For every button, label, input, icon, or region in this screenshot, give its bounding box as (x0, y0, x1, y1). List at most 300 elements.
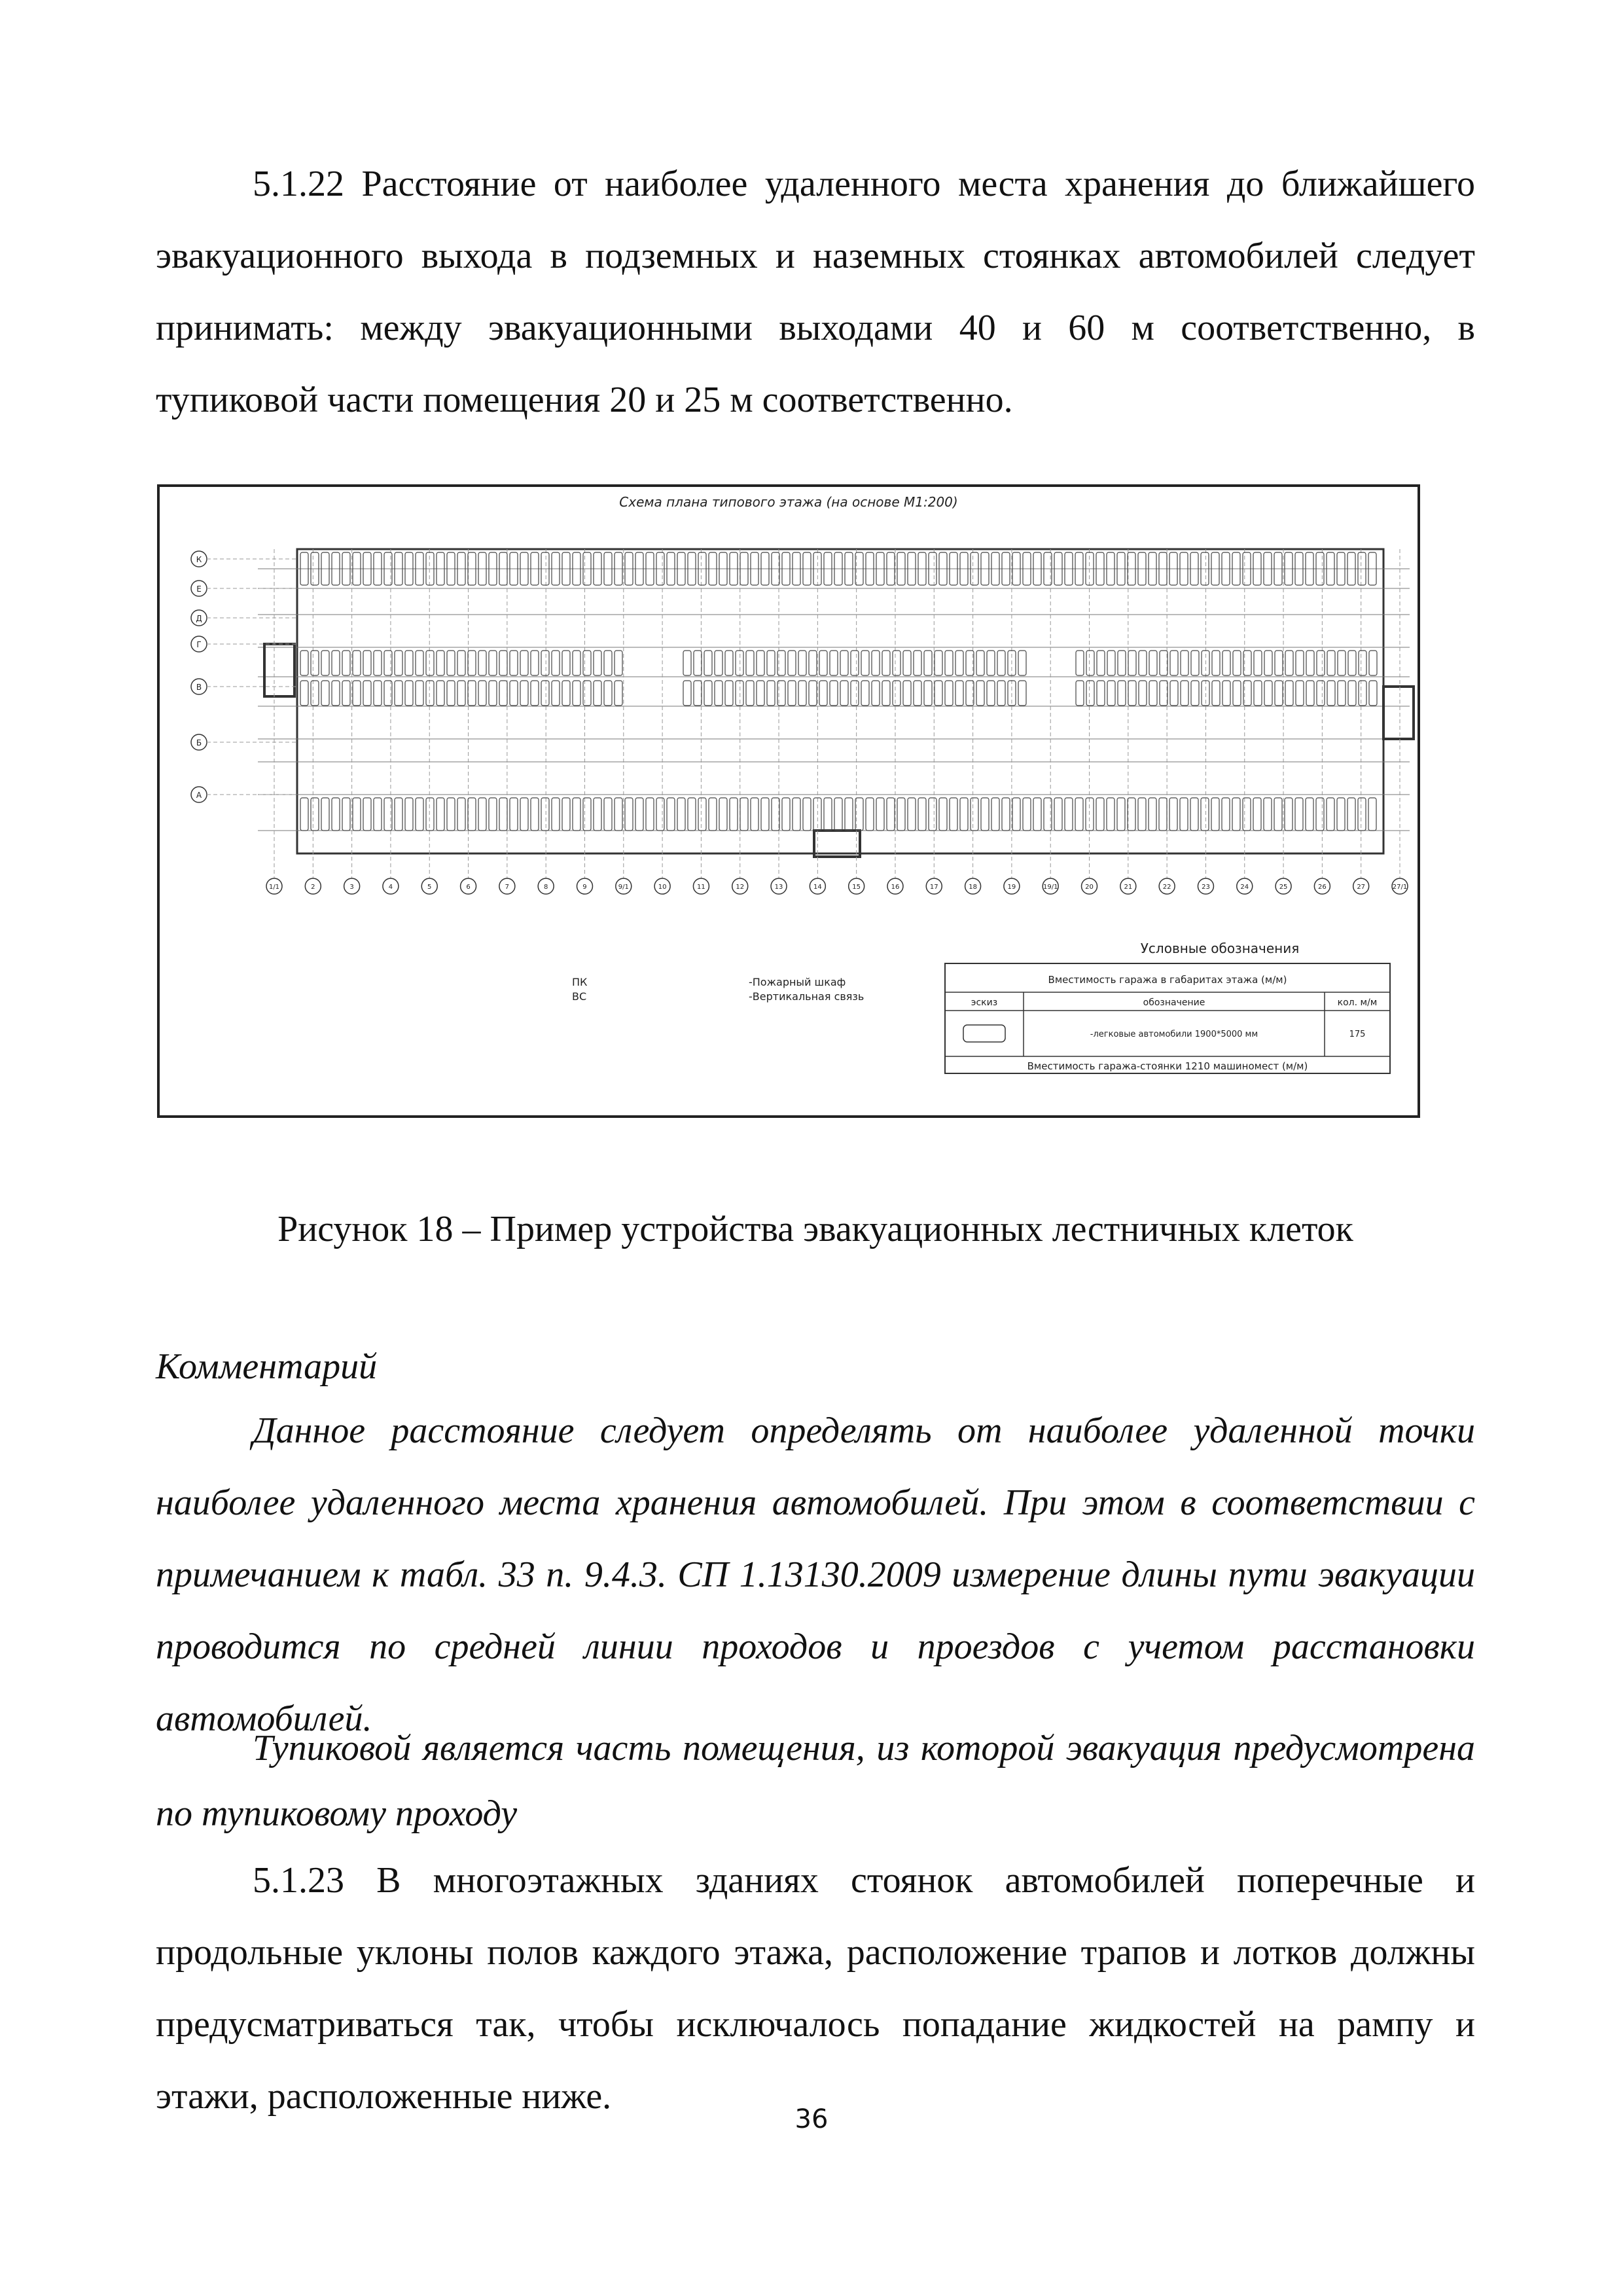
row-axis-label: Г (196, 640, 202, 649)
parking-stall (730, 798, 738, 831)
column-axis-label: 22 (1162, 884, 1171, 891)
parking-stall (405, 798, 413, 831)
parking-stall (908, 798, 916, 831)
parking-stall (903, 651, 911, 675)
parking-stall (604, 798, 612, 831)
comment-heading: Комментарий (156, 1346, 378, 1387)
column-axis-label: 11 (697, 884, 705, 891)
parking-stall (1107, 681, 1115, 706)
parking-stall (872, 651, 880, 675)
column-axis-label: 19 (1007, 884, 1016, 891)
parking-stall (1264, 651, 1272, 675)
parking-stall (1285, 681, 1293, 706)
parking-stall (751, 798, 758, 831)
parking-stall (363, 651, 371, 675)
parking-stall (342, 798, 350, 831)
car-sketch-icon (963, 1025, 1005, 1042)
parking-stall (824, 798, 832, 831)
parking-stall (1317, 681, 1325, 706)
column-axes (266, 549, 1408, 894)
parking-stall (573, 798, 580, 831)
parking-stall (987, 651, 995, 675)
column-axis-label: 14 (813, 884, 822, 891)
parking-stall (715, 681, 722, 706)
parking-stall (840, 681, 848, 706)
parking-stall (342, 651, 350, 675)
parking-stall (552, 681, 560, 706)
column-axis-label: 5 (427, 884, 432, 891)
parking-stall (541, 798, 549, 831)
capacity-header-count: кол. м/м (1337, 997, 1378, 1008)
parking-stall (531, 651, 539, 675)
row-axis-label: В (196, 683, 202, 692)
parking-stall (1191, 681, 1199, 706)
parking-stall (437, 681, 444, 706)
parking-stall (478, 798, 486, 831)
column-axis-label: 4 (388, 884, 393, 891)
parking-stall (1317, 651, 1325, 675)
parking-stall (740, 798, 748, 831)
column-axis-label: 15 (852, 884, 861, 891)
parking-stall (562, 798, 570, 831)
column-axis-label: 8 (543, 884, 548, 891)
parking-stall (767, 681, 775, 706)
parking-stall (1086, 651, 1094, 675)
parking-stall (468, 681, 476, 706)
parking-stall (300, 651, 308, 675)
legend-items (572, 976, 864, 1003)
parking-stall (830, 651, 838, 675)
parking-stall (1306, 798, 1313, 831)
parking-stall (1107, 798, 1115, 831)
parking-stall (520, 651, 528, 675)
row-axis-label: К (196, 555, 202, 564)
parking-stall (1212, 681, 1220, 706)
parking-stall (541, 681, 549, 706)
parking-stall (1159, 798, 1167, 831)
plan-title: Схема плана типового этажа (на основе М1:200) (619, 494, 958, 510)
parking-stall (520, 798, 528, 831)
parking-stall (981, 798, 989, 831)
parking-stall (677, 798, 685, 831)
column-axis-label: 27/1 (1392, 884, 1408, 891)
parking-stall (1149, 651, 1157, 675)
parking-stall (840, 651, 848, 675)
parking-stall (395, 681, 402, 706)
parking-stall (1222, 798, 1230, 831)
parking-stall (819, 681, 827, 706)
parking-stall (1012, 798, 1020, 831)
parking-stall (342, 681, 350, 706)
parking-stall (656, 798, 664, 831)
parking-stall (834, 798, 842, 831)
parking-stall (725, 681, 733, 706)
parking-stall (489, 681, 497, 706)
parking-stall (604, 651, 612, 675)
parking-stall (520, 681, 528, 706)
parking-stall (950, 798, 957, 831)
parking-stall (646, 798, 654, 831)
parking-stall (447, 681, 455, 706)
parking-stall (1359, 681, 1366, 706)
column-axis-label: 10 (658, 884, 667, 891)
parking-stall (615, 798, 622, 831)
parking-stall (683, 681, 691, 706)
parking-stall (604, 681, 612, 706)
parking-stall (1128, 651, 1136, 675)
parking-stall (935, 681, 942, 706)
parking-stall (353, 798, 361, 831)
parking-stall (1285, 798, 1293, 831)
parking-stall (1097, 681, 1105, 706)
parking-stall (851, 651, 859, 675)
parking-stall (594, 681, 601, 706)
parking-stall (1327, 798, 1334, 831)
parking-stall (625, 798, 633, 831)
column-axis-label: 3 (349, 884, 354, 891)
parking-stall (1306, 681, 1314, 706)
parking-stall (321, 681, 329, 706)
column-axis-label: 17 (929, 884, 938, 891)
parking-stall (447, 651, 455, 675)
parking-stall (1232, 798, 1240, 831)
parking-stall (416, 798, 423, 831)
parking-stall (1169, 798, 1177, 831)
parking-stall (552, 651, 560, 675)
parking-stall (321, 798, 329, 831)
capacity-title: Вместимость гаража в габаритах этажа (м/м) (1048, 974, 1287, 986)
parking-stall (1327, 681, 1335, 706)
parking-stall (1149, 681, 1157, 706)
row-axis-label: Д (196, 614, 202, 623)
parking-stall (1264, 798, 1272, 831)
parking-stall (793, 798, 800, 831)
column-axis-label: 9/1 (618, 884, 629, 891)
parking-stall (311, 798, 319, 831)
parking-stall (1275, 681, 1283, 706)
parking-stall (405, 651, 413, 675)
parking-stall (457, 681, 465, 706)
parking-stall (882, 681, 890, 706)
comment-paragraph-2: Тупиковой является часть помещения, из которой эвакуация предусмотрена по тупиковому проходу (156, 1728, 1475, 1834)
parking-stall (1023, 798, 1031, 831)
parking-stall (1348, 681, 1356, 706)
column-axis-label: 13 (774, 884, 783, 891)
parking-stall (531, 798, 539, 831)
parking-stall (573, 651, 580, 675)
parking-stall (893, 681, 901, 706)
parking-stall (1086, 681, 1094, 706)
parking-stall (594, 651, 601, 675)
parking-stall (851, 681, 859, 706)
parking-stall (447, 798, 455, 831)
parking-stall (583, 681, 591, 706)
parking-stall (1369, 681, 1377, 706)
parking-stall (757, 681, 764, 706)
column-axis-label: 20 (1085, 884, 1094, 891)
legend-code-2: ВС (572, 990, 587, 1003)
parking-stall (872, 681, 880, 706)
parking-stall (1107, 651, 1115, 675)
parking-stall (882, 651, 890, 675)
parking-stall (1181, 681, 1188, 706)
parking-stall (499, 681, 507, 706)
column-axis-label: 16 (891, 884, 900, 891)
column-axis-label: 26 (1318, 884, 1327, 891)
column-axis-label: 12 (736, 884, 745, 891)
parking-stall (1128, 681, 1136, 706)
parking-stall (861, 651, 869, 675)
parking-stall (300, 798, 308, 831)
capacity-row-count: 175 (1349, 1030, 1366, 1039)
parking-stall (583, 651, 591, 675)
parking-stall (1117, 798, 1125, 831)
parking-stall (332, 651, 340, 675)
parking-stall (709, 798, 717, 831)
parking-stall (457, 651, 465, 675)
parking-stall (719, 798, 727, 831)
parking-stall (1180, 798, 1188, 831)
capacity-table (945, 963, 1390, 1073)
parking-stall (426, 798, 434, 831)
parking-stall (772, 798, 779, 831)
parking-stall (997, 651, 1005, 675)
legend-code-1: ПК (572, 976, 588, 988)
parking-stall (1211, 798, 1219, 831)
parking-stall (311, 681, 319, 706)
parking-stall (861, 681, 869, 706)
parking-stall (374, 798, 382, 831)
parking-stall (363, 798, 371, 831)
parking-stall (955, 681, 963, 706)
parking-stall (1264, 681, 1272, 706)
parking-stall (1128, 798, 1135, 831)
parking-stall (1138, 798, 1146, 831)
parking-stall (1139, 681, 1147, 706)
parking-stall (426, 681, 434, 706)
parking-stall (924, 681, 932, 706)
parking-stall (1316, 798, 1324, 831)
column-axis-label: 21 (1124, 884, 1133, 891)
parking-stall (1253, 798, 1261, 831)
parking-stall (876, 798, 884, 831)
parking-stall (746, 681, 754, 706)
parking-stall (1233, 651, 1241, 675)
parking-stall (374, 681, 382, 706)
parking-stall (1275, 651, 1283, 675)
parking-stall (903, 681, 911, 706)
parking-stall (1222, 681, 1230, 706)
stairwell-right (1383, 687, 1414, 739)
parking-stall (1018, 681, 1026, 706)
parking-stall (1190, 798, 1198, 831)
parking-stall (405, 681, 413, 706)
legend-label-1: -Пожарный шкаф (749, 976, 846, 988)
parking-stall (1306, 651, 1314, 675)
parking-stall (1075, 798, 1083, 831)
column-axis-label: 6 (466, 884, 471, 891)
parking-stall (363, 681, 371, 706)
column-axis-label: 1/1 (268, 884, 280, 891)
parking-stall (1359, 651, 1366, 675)
parking-stall (945, 681, 953, 706)
parking-stall (583, 798, 591, 831)
parking-stall (1274, 798, 1282, 831)
floor-plan-figure (157, 484, 1420, 1118)
parking-stall (615, 651, 622, 675)
parking-stall (437, 798, 444, 831)
parking-stall (1254, 681, 1262, 706)
parking-stall (594, 798, 601, 831)
parking-stall (615, 681, 622, 706)
parking-stall (531, 681, 539, 706)
parking-stall (353, 681, 361, 706)
parking-stall (736, 651, 743, 675)
row-axis-label: Е (196, 584, 202, 594)
paragraph-5-1-22: 5.1.22 Расстояние от наиболее удаленного места хранения до ближайшего эвакуационного выхода в подземных и наземных стоянках автомобилей следует принимать: между эвакуационными выходами 40 и 60 м соответственно, в тупиковой части помещения 20 и 25 м соответственно. (156, 164, 1475, 420)
parking-stall (510, 798, 518, 831)
parking-stall (510, 681, 518, 706)
parking-stall (478, 651, 486, 675)
parking-stall (1076, 681, 1084, 706)
parking-stall (694, 681, 702, 706)
parking-stalls (300, 552, 1377, 831)
parking-stall (819, 651, 827, 675)
parking-stall (809, 651, 817, 675)
comment-paragraph-1: Данное расстояние следует определять от наиболее удаленной точки наиболее удаленного места хранения автомобилей. При этом в соответствии с примечанием к табл. 33 п. 9.4.3. СП 1.13130.2009 измерение длины пути эвакуации проводится по средней линии проходов и проездов с учетом расстановки автомобилей. (156, 1410, 1475, 1739)
parking-stall (1368, 798, 1376, 831)
parking-stall (746, 651, 754, 675)
parking-stall (1295, 798, 1303, 831)
parking-stall (939, 798, 947, 831)
column-axis-label: 18 (969, 884, 977, 891)
parking-stall (1065, 798, 1073, 831)
parking-stall (1170, 681, 1178, 706)
parking-stall (715, 651, 722, 675)
parking-stall (830, 681, 838, 706)
parking-stall (1118, 651, 1126, 675)
parking-stall (1296, 651, 1304, 675)
parking-stall (1170, 651, 1178, 675)
parking-stall (698, 798, 706, 831)
parking-stall (798, 651, 806, 675)
paragraph-5-1-23: 5.1.23 В многоэтажных зданиях стоянок автомобилей поперечные и продольные уклоны полов каждого этажа, расположение трапов и лотков должны предусматриваться так, чтобы исключалось попадание жидкостей на рампу и этажи, расположенные ниже. (156, 1860, 1475, 2117)
parking-stall (757, 651, 764, 675)
parking-stall (499, 651, 507, 675)
parking-stall (914, 681, 921, 706)
column-axis-label: 27 (1357, 884, 1366, 891)
parking-stall (782, 798, 790, 831)
parking-stall (1347, 798, 1355, 831)
capacity-footer: Вместимость гаража-стоянки 1210 машиномест (м/м) (1027, 1060, 1308, 1072)
parking-stall (845, 798, 853, 831)
column-axis-label: 7 (505, 884, 510, 891)
parking-stall (478, 681, 486, 706)
parking-stall (374, 651, 382, 675)
parking-stall (541, 651, 549, 675)
column-axis-label: 9 (582, 884, 587, 891)
parking-stall (1285, 651, 1293, 675)
parking-stall (562, 651, 570, 675)
parking-stall (976, 681, 984, 706)
parking-stall (1338, 681, 1346, 706)
parking-stall (667, 798, 675, 831)
parking-stall (300, 681, 308, 706)
parking-stall (897, 798, 905, 831)
parking-stall (1201, 798, 1209, 831)
parking-stall (1096, 798, 1104, 831)
parking-stall (803, 798, 811, 831)
parking-stall (510, 651, 518, 675)
parking-stall (489, 651, 497, 675)
parking-stall (1327, 651, 1335, 675)
parking-stall (1358, 798, 1366, 831)
parking-stall (1097, 651, 1105, 675)
floor-plan-drawing (160, 487, 1418, 1115)
parking-stall (552, 798, 560, 831)
parking-stall (893, 651, 901, 675)
parking-stall (635, 798, 643, 831)
row-axis-label: А (196, 791, 202, 800)
parking-stall (918, 798, 926, 831)
parking-stall (353, 651, 361, 675)
column-axis-label: 19/1 (1043, 884, 1058, 891)
parking-stall (987, 681, 995, 706)
parking-stall (1222, 651, 1230, 675)
parking-stall (1348, 651, 1356, 675)
parking-stall (1076, 651, 1084, 675)
parking-stall (971, 798, 978, 831)
parking-stall (1181, 651, 1188, 675)
parking-stall (945, 651, 953, 675)
parking-stall (395, 798, 402, 831)
parking-stall (976, 651, 984, 675)
parking-stall (798, 681, 806, 706)
column-axis-label: 25 (1279, 884, 1288, 891)
parking-stall (924, 651, 932, 675)
parking-stall (960, 798, 968, 831)
parking-stall (499, 798, 507, 831)
parking-stall (1054, 798, 1062, 831)
parking-stall (1160, 681, 1168, 706)
parking-stall (1338, 651, 1346, 675)
parking-stall (914, 651, 921, 675)
column-axis-label: 24 (1240, 884, 1249, 891)
parking-stall (704, 651, 712, 675)
parking-stall (468, 798, 476, 831)
stairwell-left (264, 644, 294, 696)
parking-stall (457, 798, 465, 831)
figure-caption: Рисунок 18 – Пример устройства эвакуационных лестничных клеток (277, 1209, 1353, 1249)
parking-stall (767, 651, 775, 675)
parking-stall (694, 651, 702, 675)
parking-stall (997, 681, 1005, 706)
parking-stall (1369, 651, 1377, 675)
parking-stall (1002, 798, 1010, 831)
parking-stall (788, 651, 796, 675)
parking-stall (1337, 798, 1345, 831)
parking-stall (866, 798, 874, 831)
column-axis-label: 2 (311, 884, 315, 891)
parking-stall (788, 681, 796, 706)
parking-stall (1233, 681, 1241, 706)
parking-stall (1139, 651, 1147, 675)
parking-stall (311, 651, 319, 675)
parking-stall (725, 651, 733, 675)
parking-stall (437, 651, 444, 675)
parking-stall (935, 651, 942, 675)
page-number: 36 (794, 2104, 829, 2134)
